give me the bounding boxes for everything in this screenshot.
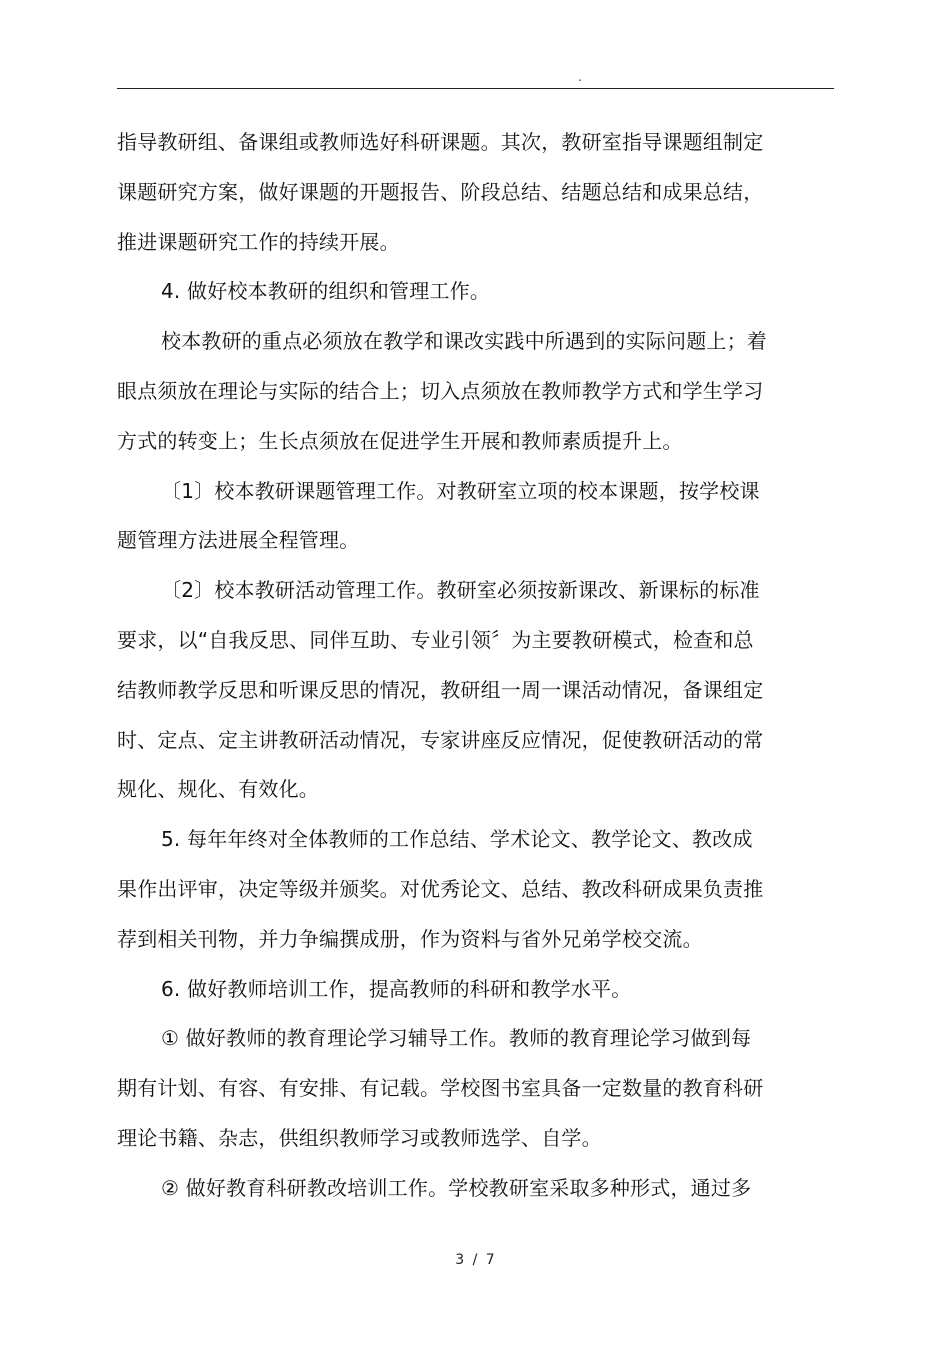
header-mark: .	[578, 70, 582, 84]
text-line: ① 做好教师的教育理论学习辅导工作。教师的教育理论学习做到每	[161, 1026, 752, 1051]
text-line: 果作出评审，决定等级并颁奖。对优秀论文、总结、教改科研成果负责推	[117, 876, 764, 901]
text-line: 荐到相关刊物，并力争编撰成册，作为资料与省外兄弟学校交流。	[117, 926, 703, 951]
text-line: ② 做好教育科研教改培训工作。学校教研室采取多种形式，通过多	[161, 1175, 752, 1200]
text-line: 4. 做好校本教研的组织和管理工作。	[161, 279, 491, 304]
text-line: 规化、规化、有效化。	[117, 777, 319, 802]
text-line: 方式的转变上；生长点须放在促进学生开展和教师素质提升上。	[117, 428, 683, 453]
text-line: 理论书籍、杂志，供组织教师学习或教师选学、自学。	[117, 1125, 602, 1150]
text-line: 题管理方法进展全程管理。	[117, 528, 360, 553]
text-line: 课题研究方案，做好课题的开题报告、阶段总结、结题总结和成果总结，	[117, 179, 764, 204]
text-line: 6. 做好教师培训工作，提高教师的科研和教学水平。	[161, 976, 632, 1001]
text-line: 时、定点、定主讲教研活动情况，专家讲座反应情况，促使教研活动的常	[117, 727, 764, 752]
text-line: 推进课题研究工作的持续开展。	[117, 229, 400, 254]
page-number: 3 / 7	[455, 1252, 495, 1268]
document-body	[117, 118, 797, 1214]
text-line: 5. 每年年终对全体教师的工作总结、学术论文、教学论文、教改成	[161, 827, 753, 852]
text-line: 眼点须放在理论与实际的结合上；切入点须放在教师教学方式和学生学习	[117, 378, 764, 403]
text-line: 结教师教学反思和听课反思的情况，教研组一周一课活动情况，备课组定	[117, 677, 764, 702]
text-line: 校本教研的重点必须放在教学和课改实践中所遇到的实际问题上；着	[161, 329, 767, 354]
text-line: 〔2〕校本教研活动管理工作。教研室必须按新课改、新课标的标准	[161, 578, 760, 603]
text-line: 要求，以“自我反思、同伴互助、专业引领〞为主要教研模式，检查和总	[117, 627, 754, 652]
text-line: 期有计划、有容、有安排、有记载。学校图书室具备一定数量的教育科研	[117, 1076, 764, 1101]
text-line: 指导教研组、备课组或教师选好科研课题。其次，教研室指导课题组制定	[117, 130, 764, 154]
header-rule	[117, 88, 834, 89]
text-line: 〔1〕校本教研课题管理工作。对教研室立项的校本课题，按学校课	[161, 478, 760, 503]
